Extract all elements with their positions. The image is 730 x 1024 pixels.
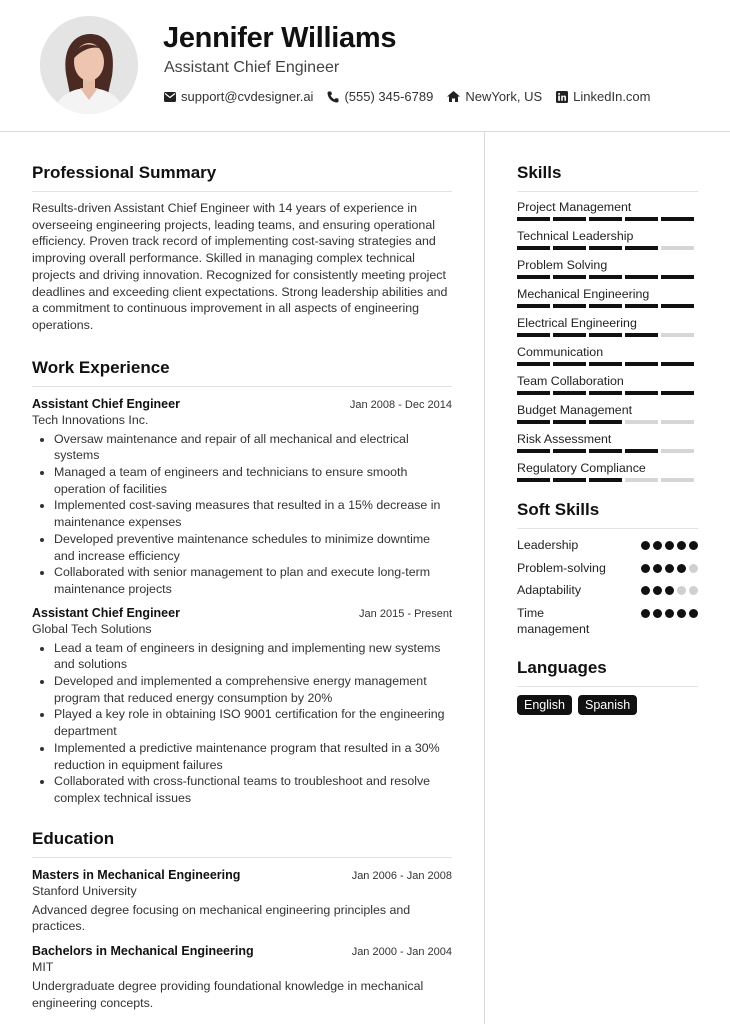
soft-skill-rating [641, 560, 698, 573]
skill-level-segment [661, 275, 694, 279]
home-icon [447, 91, 460, 102]
skill-level-segment [553, 217, 586, 221]
languages-title: Languages [517, 658, 698, 687]
rating-dot [689, 564, 698, 573]
skill-level-segment [661, 333, 694, 337]
skill-level-segment [517, 478, 550, 482]
skill-level-segment [625, 304, 658, 308]
rating-dot [653, 541, 662, 550]
skill-level-bar [517, 275, 698, 279]
rating-dot [653, 609, 662, 618]
school-name: MIT [32, 960, 54, 975]
languages-section [517, 658, 698, 715]
main-column [32, 131, 452, 1012]
education-entry [32, 868, 452, 935]
rating-dot [677, 586, 686, 595]
skill-level-segment [589, 333, 622, 337]
skill-level-segment [553, 246, 586, 250]
languages-list [517, 695, 698, 715]
soft-skill-item [517, 560, 698, 577]
skill-item [517, 258, 698, 279]
degree-date: Jan 2000 - Jan 2004 [351, 946, 452, 959]
skill-level-segment [553, 304, 586, 308]
contact-email-text: support@cvdesigner.ai [181, 89, 314, 104]
skill-level-segment [517, 217, 550, 221]
skill-level-segment [589, 449, 622, 453]
job-date: Jan 2008 - Dec 2014 [349, 398, 452, 411]
education-section [32, 829, 452, 1012]
skill-level-bar [517, 217, 698, 221]
skills-title: Skills [517, 163, 698, 192]
skill-level-segment [553, 362, 586, 366]
skill-level-segment [625, 420, 658, 424]
skill-level-segment [625, 449, 658, 453]
contact-linkedin-text: LinkedIn.com [573, 89, 651, 104]
job-bullet: • Lead a team of engineers in designing and implementing new systems and solutions [54, 640, 452, 673]
skill-name: Team Collaboration [517, 374, 624, 388]
skill-level-segment [553, 420, 586, 424]
contact-location-text: NewYork, US [465, 89, 543, 104]
job-bullet: • Implemented cost-saving measures that resulted in a 15% decrease in maintenance expenses [54, 497, 452, 530]
soft-skill-name: Problem-solving [517, 560, 606, 575]
skill-name: Regulatory Compliance [517, 461, 646, 475]
skill-item [517, 403, 698, 424]
rating-dot [689, 541, 698, 550]
skill-level-bar [517, 391, 698, 395]
skill-level-segment [589, 246, 622, 250]
summary-section [32, 163, 452, 334]
experience-title: Work Experience [32, 358, 452, 387]
skill-level-segment [625, 478, 658, 482]
skill-item [517, 461, 698, 482]
skill-level-segment [661, 217, 694, 221]
rating-dot [689, 586, 698, 595]
experience-section [32, 358, 452, 807]
job-bullet: • Oversaw maintenance and repair of all mechanical and electrical systems [54, 431, 452, 464]
skill-level-segment [625, 391, 658, 395]
skill-item [517, 229, 698, 250]
skills-section [517, 163, 698, 482]
rating-dot [653, 586, 662, 595]
job-date: Jan 2015 - Present [359, 607, 452, 620]
avatar [40, 16, 138, 114]
summary-title: Professional Summary [32, 163, 452, 192]
rating-dot [677, 564, 686, 573]
soft-skill-rating [641, 582, 698, 595]
skill-level-segment [661, 449, 694, 453]
soft-skill-item [517, 537, 698, 554]
skill-level-segment [661, 391, 694, 395]
school-name: Stanford University [32, 883, 137, 898]
skill-item [517, 432, 698, 453]
candidate-name: Jennifer Williams [163, 22, 397, 54]
rating-dot [641, 541, 650, 550]
skill-item [517, 287, 698, 308]
skill-level-segment [517, 275, 550, 279]
soft-skill-name: Time management [517, 605, 590, 637]
skill-level-segment [589, 420, 622, 424]
rating-dot [641, 609, 650, 618]
soft-skills-list [517, 537, 698, 638]
skills-list [517, 200, 698, 482]
job-company: Global Tech Solutions [32, 621, 152, 636]
skill-level-segment [553, 275, 586, 279]
degree-description: Advanced degree focusing on mechanical engineering principles and practices. [32, 902, 411, 934]
rating-dot [665, 586, 674, 595]
skill-level-bar [517, 478, 698, 482]
skill-level-segment [553, 449, 586, 453]
skill-item [517, 200, 698, 221]
skill-level-segment [517, 362, 550, 366]
rating-dot [689, 609, 698, 618]
job-bullet: • Collaborated with cross-functional teams to troubleshoot and resolve complex technical issues [54, 773, 452, 806]
skill-level-segment [589, 391, 622, 395]
contact-list [164, 89, 651, 104]
language-badge: English [517, 695, 572, 715]
skill-level-segment [589, 275, 622, 279]
skill-level-segment [589, 362, 622, 366]
education-title: Education [32, 829, 452, 858]
degree-title: Bachelors in Mechanical Engineering [32, 944, 254, 959]
skill-level-segment [625, 217, 658, 221]
skill-level-segment [589, 478, 622, 482]
skill-level-bar [517, 362, 698, 366]
phone-icon [327, 91, 339, 103]
skill-level-bar [517, 449, 698, 453]
rating-dot [665, 609, 674, 618]
skill-level-segment [517, 304, 550, 308]
degree-title: Masters in Mechanical Engineering [32, 867, 241, 882]
resume-header [0, 0, 730, 132]
degree-description: Undergraduate degree providing foundational knowledge in mechanical engineering concepts. [32, 979, 424, 1010]
rating-dot [641, 586, 650, 595]
rating-dot [665, 541, 674, 550]
soft-skills-title: Soft Skills [517, 500, 698, 529]
job-entry [32, 397, 452, 598]
rating-dot [653, 564, 662, 573]
envelope-icon [164, 92, 176, 102]
skill-level-segment [517, 420, 550, 424]
job-bullet: • Implemented a predictive maintenance program that resulted in a 30% reduction in equipment failures [54, 740, 452, 773]
skill-level-segment [589, 304, 622, 308]
language-badge: Spanish [578, 695, 637, 715]
skill-level-segment [625, 362, 658, 366]
soft-skill-item [517, 605, 698, 638]
job-entry [32, 606, 452, 807]
contact-phone-text: (555) 345-6789 [344, 89, 434, 104]
job-bullets [32, 640, 452, 807]
rating-dot [677, 541, 686, 550]
job-bullet: • Developed preventive maintenance schedules to minimize downtime and increase efficiency [54, 531, 452, 564]
skill-name: Technical Leadership [517, 229, 634, 243]
soft-skill-item [517, 582, 698, 599]
skill-level-segment [661, 420, 694, 424]
skill-level-bar [517, 420, 698, 424]
job-bullets [32, 431, 452, 598]
job-title: Assistant Chief Engineer [32, 396, 180, 411]
skill-level-segment [661, 478, 694, 482]
summary-text: Results-driven Assistant Chief Engineer with 14 years of experience in overseeing engineering projects, leading teams, and ensuring operational efficiency. Proven track record of implementing cost-saving strategies and improving overall performance. Skilled in managing complex technical projects and driving innovation. Recognized for consistently meeting project deadlines and exceeding client expectations. Strong leadership abilities and a commitment to continuous improvement in all aspects of engineering operations. [32, 201, 448, 332]
job-bullet: • Collaborated with senior management to plan and execute long-term maintenance projects [54, 564, 452, 597]
linkedin-icon [556, 91, 568, 103]
skill-level-segment [553, 478, 586, 482]
soft-skills-section [517, 500, 698, 638]
skill-level-segment [625, 246, 658, 250]
skill-name: Electrical Engineering [517, 316, 637, 330]
rating-dot [641, 564, 650, 573]
skill-name: Mechanical Engineering [517, 287, 650, 301]
contact-email[interactable] [164, 89, 313, 104]
contact-phone[interactable] [327, 89, 433, 104]
candidate-role: Assistant Chief Engineer [164, 59, 340, 76]
skill-name: Communication [517, 345, 604, 359]
skill-level-segment [517, 246, 550, 250]
skill-level-bar [517, 333, 698, 337]
contact-location [447, 89, 542, 104]
skill-level-bar [517, 246, 698, 250]
skill-level-bar [517, 304, 698, 308]
column-divider [484, 131, 485, 1024]
job-company: Tech Innovations Inc. [32, 412, 149, 427]
soft-skill-name: Adaptability [517, 583, 582, 598]
skill-level-segment [517, 333, 550, 337]
skill-level-segment [625, 333, 658, 337]
skill-level-segment [553, 391, 586, 395]
skill-name: Problem Solving [517, 258, 608, 272]
skill-level-segment [661, 246, 694, 250]
skill-item [517, 316, 698, 337]
skill-item [517, 374, 698, 395]
side-column [517, 131, 698, 715]
profile-photo [40, 16, 138, 114]
skill-level-segment [517, 449, 550, 453]
skill-name: Budget Management [517, 403, 633, 417]
skill-level-segment [661, 362, 694, 366]
rating-dot [677, 609, 686, 618]
skill-level-segment [517, 391, 550, 395]
job-bullet: • Developed and implemented a comprehensive energy management program that reduced energy consumption by 20% [54, 673, 452, 706]
soft-skill-rating [641, 605, 698, 618]
job-title: Assistant Chief Engineer [32, 605, 180, 620]
skill-level-segment [661, 304, 694, 308]
skill-name: Project Management [517, 200, 632, 214]
education-entry [32, 944, 452, 1011]
soft-skill-rating [641, 537, 698, 550]
rating-dot [665, 564, 674, 573]
skill-name: Risk Assessment [517, 432, 612, 446]
contact-linkedin[interactable] [556, 89, 650, 104]
skill-level-segment [589, 217, 622, 221]
skill-level-segment [625, 275, 658, 279]
job-bullet: • Played a key role in obtaining ISO 9001 certification for the engineering department [54, 706, 452, 739]
skill-item [517, 345, 698, 366]
job-bullet: • Managed a team of engineers and technicians to ensure smooth operation of facilities [54, 464, 452, 497]
soft-skill-name: Leadership [517, 538, 579, 552]
degree-date: Jan 2006 - Jan 2008 [351, 869, 452, 882]
skill-level-segment [553, 333, 586, 337]
